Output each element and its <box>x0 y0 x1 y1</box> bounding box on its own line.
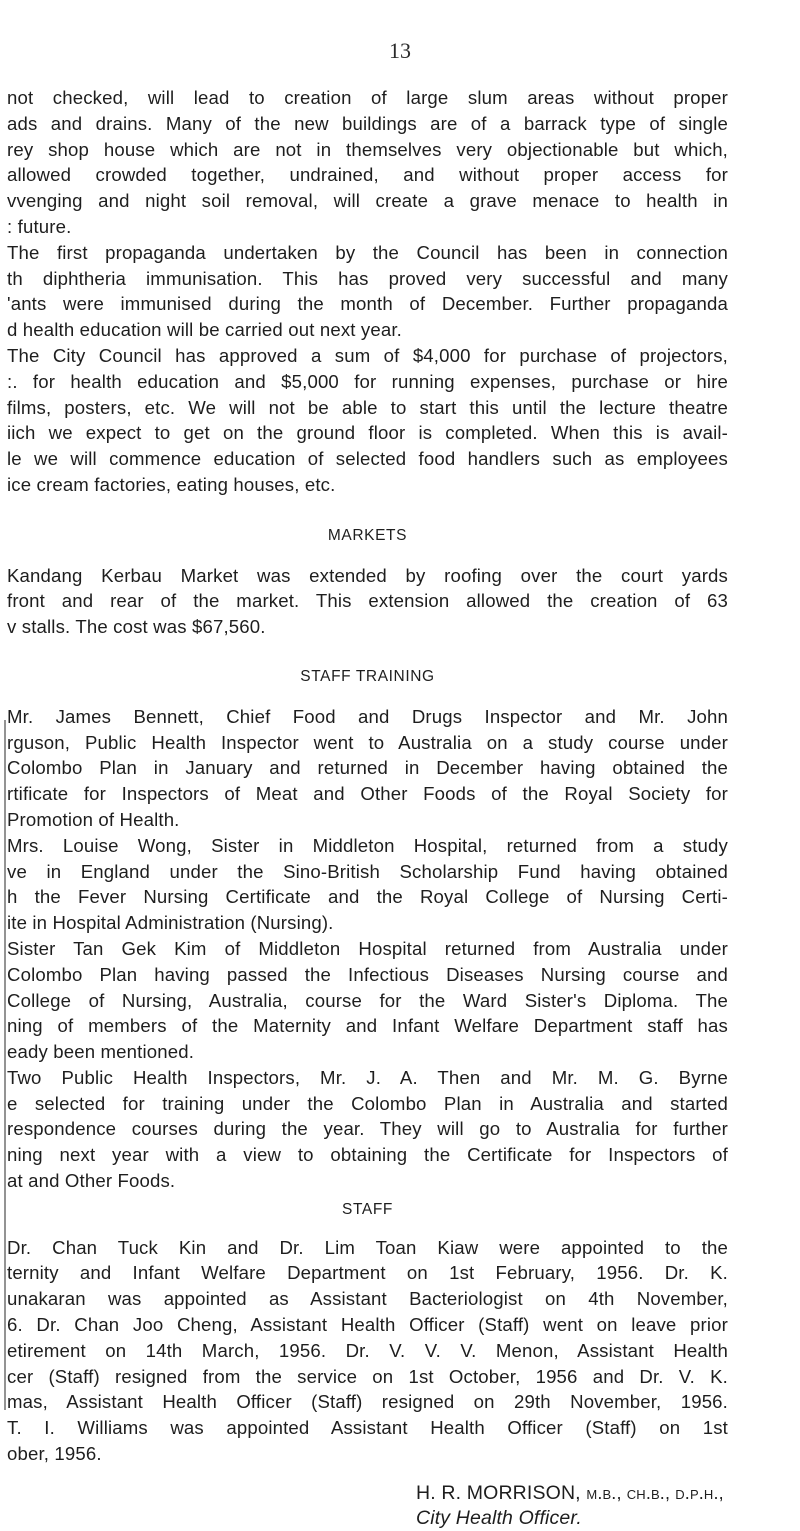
paragraph-training-inspectors <box>7 1065 728 1194</box>
text-line: Sister Tan Gek Kim of Middleton Hospital returned from Australia under <box>7 937 728 959</box>
text-line: ice cream factories, eating houses, etc. <box>7 473 336 495</box>
paragraph-markets <box>7 563 728 640</box>
text-line: ve in England under the Sino-British Scholarship Fund having obtained <box>7 860 728 882</box>
text-line: Two Public Health Inspectors, Mr. J. A. Then and Mr. M. G. Byrne <box>7 1066 728 1088</box>
text-line: : future. <box>7 215 72 237</box>
text-line: rtificate for Inspectors of Meat and Other Foods of the Royal Society for <box>7 783 728 805</box>
text-line: films, posters, etc. We will not be able to start this until the lecture theatre <box>7 396 728 418</box>
text-line: allowed crowded together, undrained, and without proper access for <box>7 164 728 186</box>
text-line: front and rear of the market. This extension allowed the creation of 63 <box>7 590 728 612</box>
text-line: ads and drains. Many of the new buildings are of a barrack type of single <box>7 112 728 134</box>
text-line: not checked, will lead to creation of large slum areas without proper <box>7 87 728 108</box>
paragraph-city-council <box>7 343 728 498</box>
paragraph-training-bennett <box>7 704 728 833</box>
text-line: The City Council has approved a sum of $4,000 for purchase of projectors, <box>7 344 728 366</box>
text-line: h the Fever Nursing Certificate and the Royal College of Nursing Certi- <box>7 886 728 908</box>
text-line: e selected for training under the Colombo Plan in Australia and started <box>7 1092 728 1114</box>
text-line: ning next year with a view to obtaining the Certificate for Inspectors of <box>7 1144 728 1166</box>
text-line: at and Other Foods. <box>7 1170 176 1192</box>
section-heading-staff-training: STAFF TRAINING <box>300 667 435 685</box>
document-body <box>0 85 800 1531</box>
text-line: th diphtheria immunisation. This has proved very successful and many <box>7 267 728 289</box>
text-line: 'ants were immunised during the month of December. Further propaganda <box>7 293 728 315</box>
paragraph-propaganda <box>7 240 728 343</box>
text-line: Mrs. Louise Wong, Sister in Middleton Hospital, returned from a study <box>7 834 728 856</box>
text-line: iich we expect to get on the ground floor is completed. When this is avail- <box>7 422 728 444</box>
text-line: vvenging and night soil removal, will create a grave menace to health in <box>7 190 728 212</box>
paragraph-staff <box>7 1235 728 1467</box>
signature-block <box>7 1481 728 1531</box>
text-line: Mr. James Bennett, Chief Food and Drugs Inspector and Mr. John <box>7 705 728 727</box>
section-heading-staff: STAFF <box>342 1200 393 1218</box>
text-line: ternity and Infant Welfare Department on 1st February, 1956. Dr. K. <box>7 1262 728 1284</box>
page-number: 13 <box>389 38 411 63</box>
text-line: Kandang Kerbau Market was extended by roofing over the court yards <box>7 564 728 586</box>
text-line: 6. Dr. Chan Joo Cheng, Assistant Health Officer (Staff) went on leave prior <box>7 1314 728 1336</box>
signatory-qualifications: m.b., ch.b., d.p.h., <box>586 1482 724 1503</box>
text-line: ober, 1956. <box>7 1443 102 1465</box>
paragraph-opening <box>7 85 728 240</box>
text-line: The first propaganda undertaken by the Council has been in connection <box>7 241 728 263</box>
text-line: Colombo Plan having passed the Infectious Diseases Nursing course and <box>7 963 728 985</box>
text-line: :. for health education and $5,000 for running expenses, purchase or hire <box>7 370 728 392</box>
text-line: eady been mentioned. <box>7 1041 195 1063</box>
text-line: mas, Assistant Health Officer (Staff) resigned on 29th November, 1956. <box>7 1391 728 1413</box>
signatory-name: H. R. MORRISON, <box>416 1481 581 1504</box>
signatory-title: City Health Officer. <box>416 1506 582 1529</box>
signatory <box>416 1481 728 1506</box>
text-line: rguson, Public Health Inspector went to Australia on a study course under <box>7 731 728 753</box>
text-line: rey shop house which are not in themselves very objectionable but which, <box>7 138 728 160</box>
paragraph-training-wong <box>7 833 728 936</box>
text-line: ite in Hospital Administration (Nursing). <box>7 912 334 934</box>
text-line: T. I. Williams was appointed Assistant Health Officer (Staff) on 1st <box>7 1417 728 1439</box>
text-line: respondence courses during the year. They will go to Australia for further <box>7 1118 728 1140</box>
text-line: etirement on 14th March, 1956. Dr. V. V. V. Menon, Assistant Health <box>7 1339 728 1361</box>
text-line: Colombo Plan in January and returned in December having obtained the <box>7 757 728 779</box>
text-line: d health education will be carried out next year. <box>7 319 402 341</box>
text-line: College of Nursing, Australia, course for the Ward Sister's Diploma. The <box>7 989 728 1011</box>
text-line: ning of members of the Maternity and Infant Welfare Department staff has <box>7 1015 728 1037</box>
text-line: Dr. Chan Tuck Kin and Dr. Lim Toan Kiaw were appointed to the <box>7 1236 728 1258</box>
text-line: unakaran was appointed as Assistant Bacteriologist on 4th November, <box>7 1288 728 1310</box>
text-line: Promotion of Health. <box>7 808 180 830</box>
text-line: v stalls. The cost was $67,560. <box>7 616 266 638</box>
paragraph-training-tan <box>7 936 728 1065</box>
section-heading-markets: MARKETS <box>327 526 408 544</box>
text-line: cer (Staff) resigned from the service on 1st October, 1956 and Dr. V. K. <box>7 1365 728 1387</box>
text-line: le we will commence education of selected food handlers such as employees <box>7 448 728 470</box>
